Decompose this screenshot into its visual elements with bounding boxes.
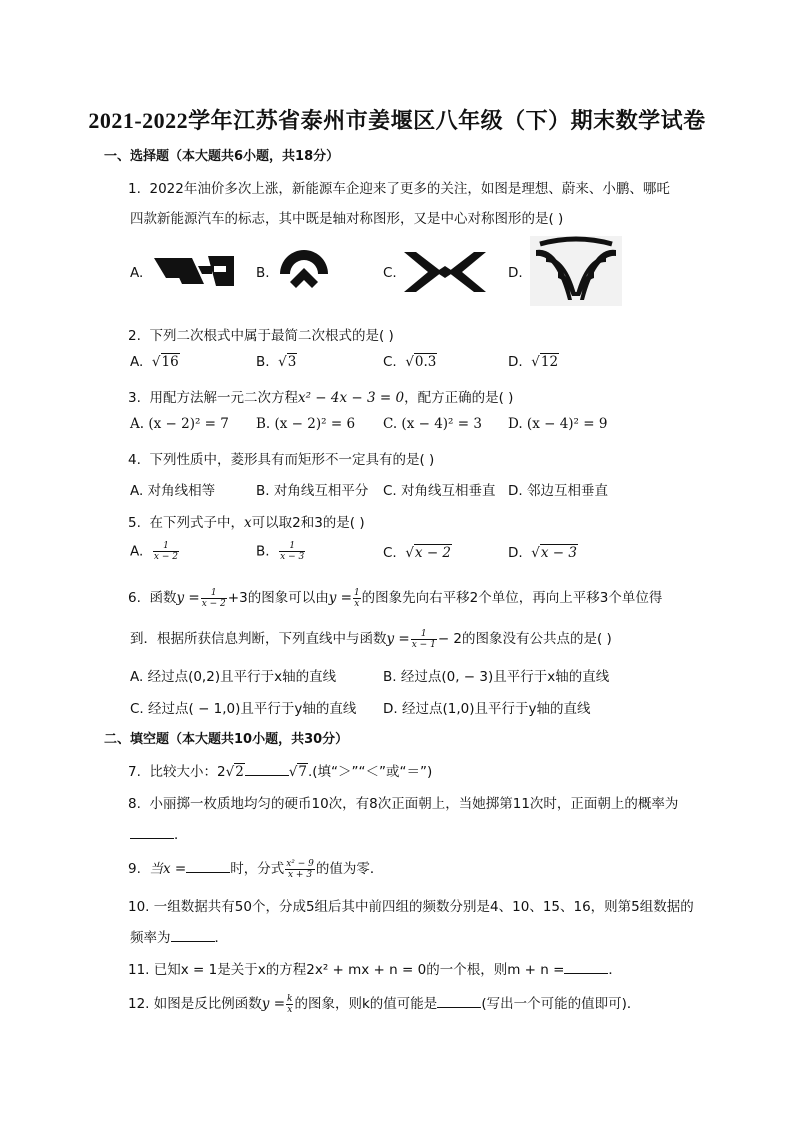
q4-option-a: A. 对角线相等 bbox=[130, 483, 216, 499]
q2-option-c: C. √0.3 bbox=[383, 354, 437, 370]
xpeng-logo-icon bbox=[402, 250, 488, 294]
answer-blank bbox=[171, 929, 215, 942]
fraction: $\frac{\text{x² − 9}}{x + 3}$ bbox=[286, 858, 314, 880]
question-12: 12. 如图是反比例函数y = $\frac{k}{x}$ 的图象，则k的值可能是 (写出一个可能的值即可)． bbox=[128, 993, 641, 1015]
sqrt-expression: √12 bbox=[531, 354, 559, 370]
q3-option-a: A. (x − 2)² = 7 bbox=[130, 416, 229, 432]
option-d-label: D. bbox=[508, 265, 523, 281]
page-title: 2021-2022学年江苏省泰州市姜堰区八年级（下）期末数学试卷 bbox=[88, 108, 706, 133]
question-5: 5. 在下列式子中，x可以取2和3的是( ) bbox=[128, 515, 365, 531]
q2-option-a: A. √16 bbox=[130, 354, 179, 370]
answer-blank bbox=[245, 763, 289, 776]
question-number: 3. bbox=[128, 390, 141, 406]
q3-option-d: D. (x − 4)² = 9 bbox=[508, 416, 608, 432]
question-text: 下列二次根式中属于最简二次根式的是( ) bbox=[149, 328, 394, 344]
answer-blank bbox=[130, 826, 174, 839]
sqrt-expression: √7 bbox=[288, 764, 307, 780]
q5-option-a: A. $\frac{1}{x - 2}$ bbox=[130, 541, 178, 562]
sqrt-expression: √0.3 bbox=[405, 354, 437, 370]
question-9: 9. 当x = 时，分式 $\frac{\text{x² − 9}}{x + 3}$ 的值为零． bbox=[128, 858, 384, 880]
question-number: 1. bbox=[128, 181, 141, 197]
q4-option-d: D. 邻边互相垂直 bbox=[508, 483, 608, 499]
fraction: $\frac{1}{x - 3}$ bbox=[280, 541, 305, 562]
question-10: 10. 一组数据共有50个，分成5组后其中前四组的频数分别是4、10、15、16，则第5组数据的 bbox=[128, 899, 694, 915]
q4-option-c: C. 对角线互相垂直 bbox=[383, 483, 496, 499]
option-c-label: C. bbox=[383, 265, 397, 281]
q6-option-a: A. 经过点(0,2)且平行于x轴的直线 bbox=[130, 669, 337, 685]
q2-option-b: B. √3 bbox=[256, 354, 297, 370]
question-1-line2: 四款新能源汽车的标志，其中既是轴对称图形，又是中心对称图形的是( ) bbox=[130, 211, 564, 227]
question-8-line2: ． bbox=[130, 823, 188, 843]
section-heading-choice: 一、选择题（本大题共6小题，共18分） bbox=[104, 149, 340, 164]
q6-option-b: B. 经过点(0, − 3)且平行于x轴的直线 bbox=[383, 669, 610, 685]
fraction: $\frac{1}{x - 2}$ bbox=[153, 541, 178, 562]
fraction: $\frac{1}{x - 2}$ bbox=[201, 587, 226, 609]
question-number: 5. bbox=[128, 515, 141, 531]
question-1 bbox=[128, 177, 670, 197]
q5-option-b: B. $\frac{1}{x - 3}$ bbox=[256, 541, 305, 562]
sqrt-expression: √2 bbox=[225, 764, 244, 780]
question-2 bbox=[128, 324, 394, 344]
question-number: 8. bbox=[128, 796, 141, 812]
question-text: 2022年油价多次上涨，新能源车企迎来了更多的关注，如图是理想、蔚来、小鹏、哪吒 bbox=[149, 181, 670, 197]
question-7: 7. 比较大小：2√2 √7.(填“＞”“＜”或“＝”) bbox=[128, 764, 433, 780]
q5-option-c: C. √x − 2 bbox=[383, 545, 452, 561]
question-4 bbox=[128, 448, 434, 468]
answer-blank bbox=[564, 961, 608, 974]
q4-option-b: B. 对角线互相平分 bbox=[256, 483, 369, 499]
question-6-line2: 到．根据所获信息判断，下列直线中与函数y = $\frac{1}{x - 1}$ − 2的图象没有公共点的是( ) bbox=[130, 628, 612, 650]
section-heading-fill: 二、填空题（本大题共10小题，共30分） bbox=[104, 732, 349, 747]
q5-option-d: D. √x − 3 bbox=[508, 545, 577, 561]
q2-option-d: D. √12 bbox=[508, 354, 559, 370]
question-number: 11. bbox=[128, 962, 150, 978]
question-number: 6. bbox=[128, 590, 141, 606]
question-10-line2: 频率为 ． bbox=[130, 930, 228, 946]
question-number: 12. bbox=[128, 996, 150, 1012]
question-number: 4. bbox=[128, 452, 141, 468]
question-number: 7. bbox=[128, 764, 141, 780]
fraction: $\frac{1}{x - 1}$ bbox=[411, 628, 436, 650]
option-a-label: A. bbox=[130, 265, 144, 281]
neta-logo-icon bbox=[530, 236, 622, 306]
sqrt-expression: √3 bbox=[278, 354, 297, 370]
fraction: $\frac{1}{x}$ bbox=[353, 587, 360, 609]
question-3: 3. 用配方法解一元二次方程x² − 4x − 3 = 0，配方正确的是( ) bbox=[128, 390, 514, 406]
question-number: 2. bbox=[128, 328, 141, 344]
q3-option-c: C. (x − 4)² = 3 bbox=[383, 416, 482, 432]
sqrt-expression: √x − 3 bbox=[531, 545, 577, 561]
question-8: 8. 小丽掷一枚质地均匀的硬币10次，有8次正面朝上，当她掷第11次时，正面朝上的概率为 bbox=[128, 796, 679, 812]
option-b-label: B. bbox=[256, 265, 270, 281]
question-number: 9. bbox=[128, 861, 141, 877]
answer-blank bbox=[437, 995, 481, 1008]
question-6: 6. 函数y = $\frac{1}{x - 2}$ +3的图象可以由y = $\frac{1}{x}$ 的图象先向右平移2个单位，再向上平移3个单位得 bbox=[128, 587, 663, 609]
question-number: 10. bbox=[128, 899, 150, 915]
q6-option-c: C. 经过点( − 1,0)且平行于y轴的直线 bbox=[130, 701, 357, 717]
sqrt-expression: √16 bbox=[151, 354, 179, 370]
li-auto-logo-icon bbox=[152, 252, 236, 290]
q3-option-b: B. (x − 2)² = 6 bbox=[256, 416, 356, 432]
question-11: 11. 已知x = 1是关于x的方程2x² + mx + n = 0的一个根，则m + n = ． bbox=[128, 962, 622, 978]
nio-logo-icon bbox=[276, 246, 332, 296]
sqrt-expression: √x − 2 bbox=[405, 545, 452, 561]
fraction: $\frac{k}{x}$ bbox=[287, 993, 293, 1015]
q6-option-d: D. 经过点(1,0)且平行于y轴的直线 bbox=[383, 701, 591, 717]
question-text: 下列性质中，菱形具有而矩形不一定具有的是( ) bbox=[149, 452, 435, 468]
answer-blank bbox=[186, 860, 230, 873]
